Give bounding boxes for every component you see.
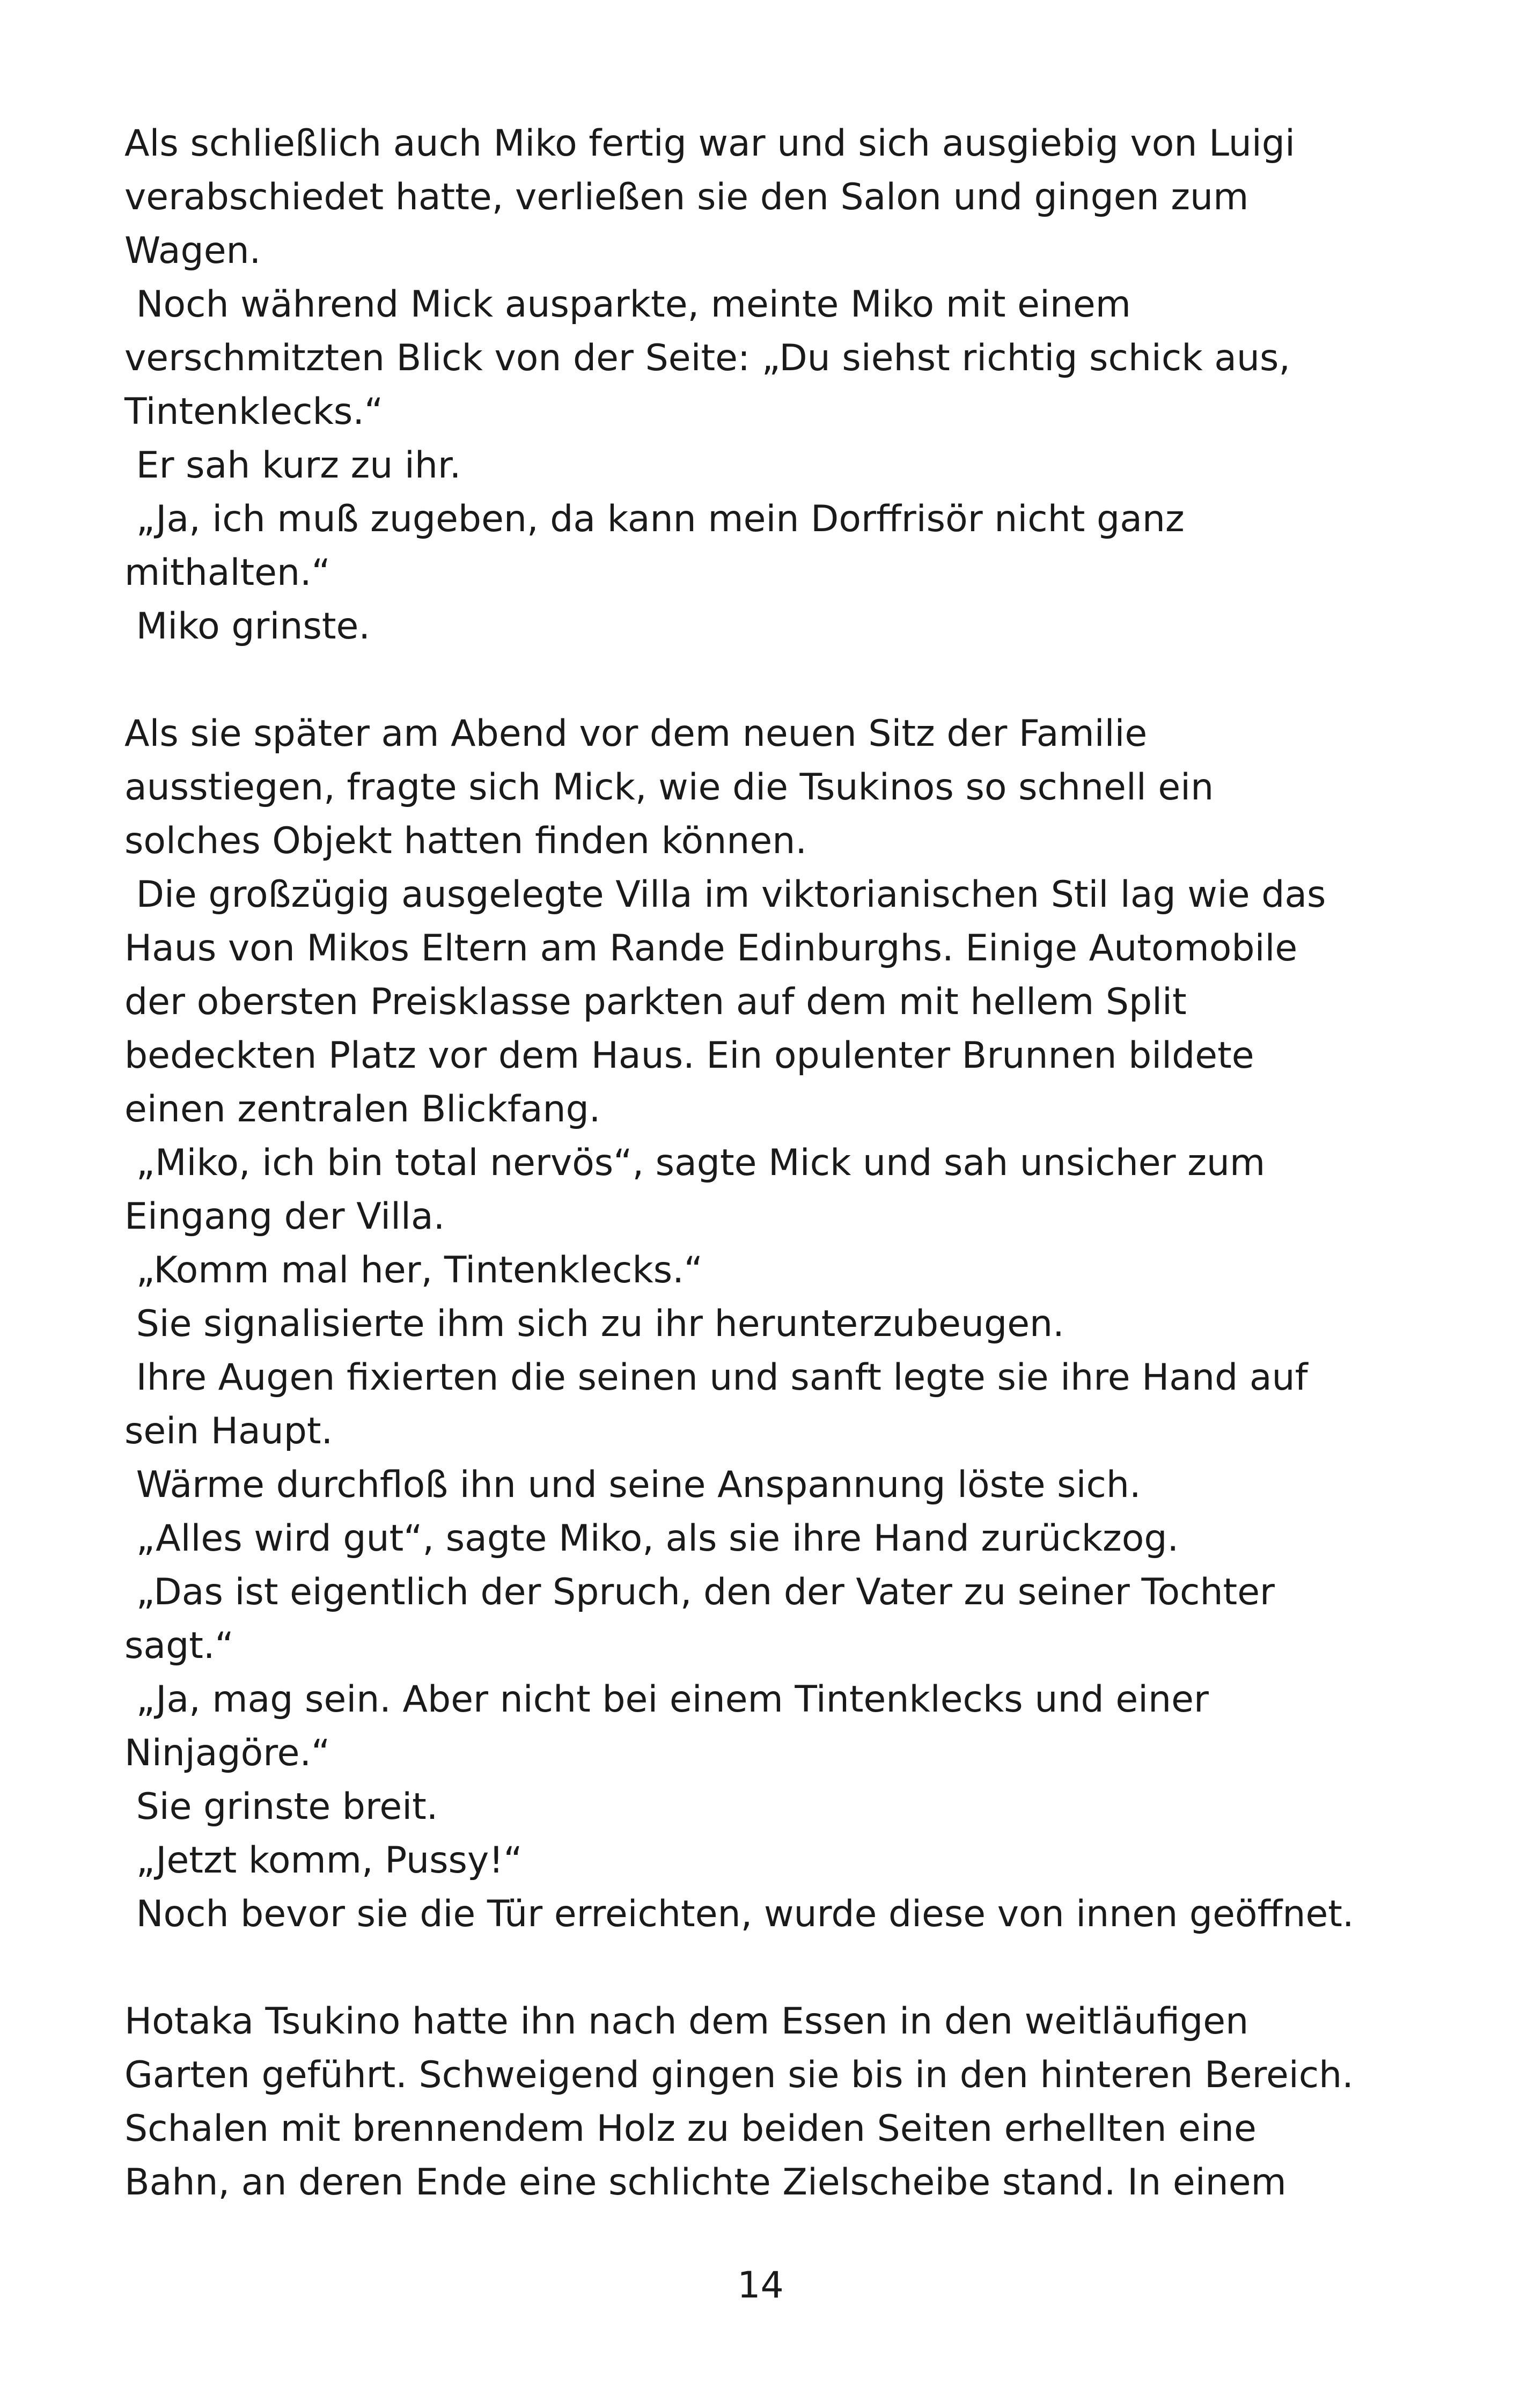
text-line: Noch während Mick ausparkte, meinte Miko mit einem [124, 283, 1131, 326]
body-text [124, 117, 1423, 2209]
text-line: „Jetzt komm, Pussy!“ [124, 1839, 523, 1882]
text-line: Er sah kurz zu ihr. [124, 444, 461, 487]
text-line: Als sie später am Abend vor dem neuen Sitz der Familie [124, 713, 1148, 755]
text-line: verschmitzten Blick von der Seite: „Du siehst richtig schick aus, [124, 337, 1291, 379]
text-line: bedeckten Platz vor dem Haus. Ein opulenter Brunnen bildete [124, 1034, 1254, 1077]
text-line: Haus von Mikos Eltern am Rande Edinburghs. Einige Automobile [124, 927, 1298, 970]
text-line: solches Objekt hatten finden können. [124, 820, 807, 862]
text-line: Garten geführt. Schweigend gingen sie bis in den hinteren Bereich. [124, 2054, 1354, 2096]
text-line: „Miko, ich bin total nervös“, sagte Mick und sah unsicher zum [124, 1142, 1266, 1184]
text-line: „Ja, mag sein. Aber nicht bei einem Tintenklecks und einer [124, 1678, 1209, 1721]
text-line: mithalten.“ [124, 552, 330, 594]
text-line: Ihre Augen fixierten die seinen und sanft legte sie ihre Hand auf [124, 1356, 1308, 1399]
text-line: „Alles wird gut“, sagte Miko, als sie ihre Hand zurückzog. [124, 1517, 1179, 1560]
text-line: sagt.“ [124, 1625, 234, 1667]
text-line: Wagen. [124, 230, 261, 272]
text-line: Sie grinste breit. [124, 1786, 438, 1828]
text-line: Die großzügig ausgelegte Villa im viktorianischen Stil lag wie das [124, 873, 1326, 916]
paragraph-gap [124, 1941, 1423, 1995]
text-line: Noch bevor sie die Tür erreichten, wurde diese von innen geöffnet. [124, 1893, 1354, 1935]
text-line: Wärme durchfloß ihn und seine Anspannung löste sich. [124, 1464, 1141, 1506]
paragraph-gap [124, 654, 1423, 707]
text-line: Bahn, an deren Ende eine schlichte Zielscheibe stand. In einem [124, 2161, 1287, 2204]
text-line: Ninjagöre.“ [124, 1732, 330, 1774]
text-line: Hotaka Tsukino hatte ihn nach dem Essen in den weitläufigen [124, 2000, 1249, 2043]
text-line: Als schließlich auch Miko fertig war und sich ausgiebig von Luigi [124, 122, 1295, 165]
text-line: der obersten Preisklasse parkten auf dem mit hellem Split [124, 981, 1187, 1023]
text-line: „Ja, ich muß zugeben, da kann mein Dorffrisör nicht ganz [124, 498, 1185, 540]
text-line: „Das ist eigentlich der Spruch, den der Vater zu seiner Tochter [124, 1571, 1275, 1613]
page-number: 14 [737, 2264, 784, 2307]
text-line: Tintenklecks.“ [124, 391, 384, 433]
text-line: Eingang der Villa. [124, 1195, 445, 1238]
text-line: sein Haupt. [124, 1410, 333, 1452]
text-line: Schalen mit brennendem Holz zu beiden Seiten erhellten eine [124, 2108, 1257, 2150]
text-line: verabschiedet hatte, verließen sie den Salon und gingen zum [124, 176, 1249, 218]
text-line: Miko grinste. [124, 605, 371, 648]
text-line: „Komm mal her, Tintenklecks.“ [124, 1249, 703, 1291]
text-line: ausstiegen, fragte sich Mick, wie die Tsukinos so schnell ein [124, 766, 1214, 809]
text-line: Sie signalisierte ihm sich zu ihr herunterzubeugen. [124, 1303, 1064, 1345]
text-line: einen zentralen Blickfang. [124, 1088, 601, 1130]
